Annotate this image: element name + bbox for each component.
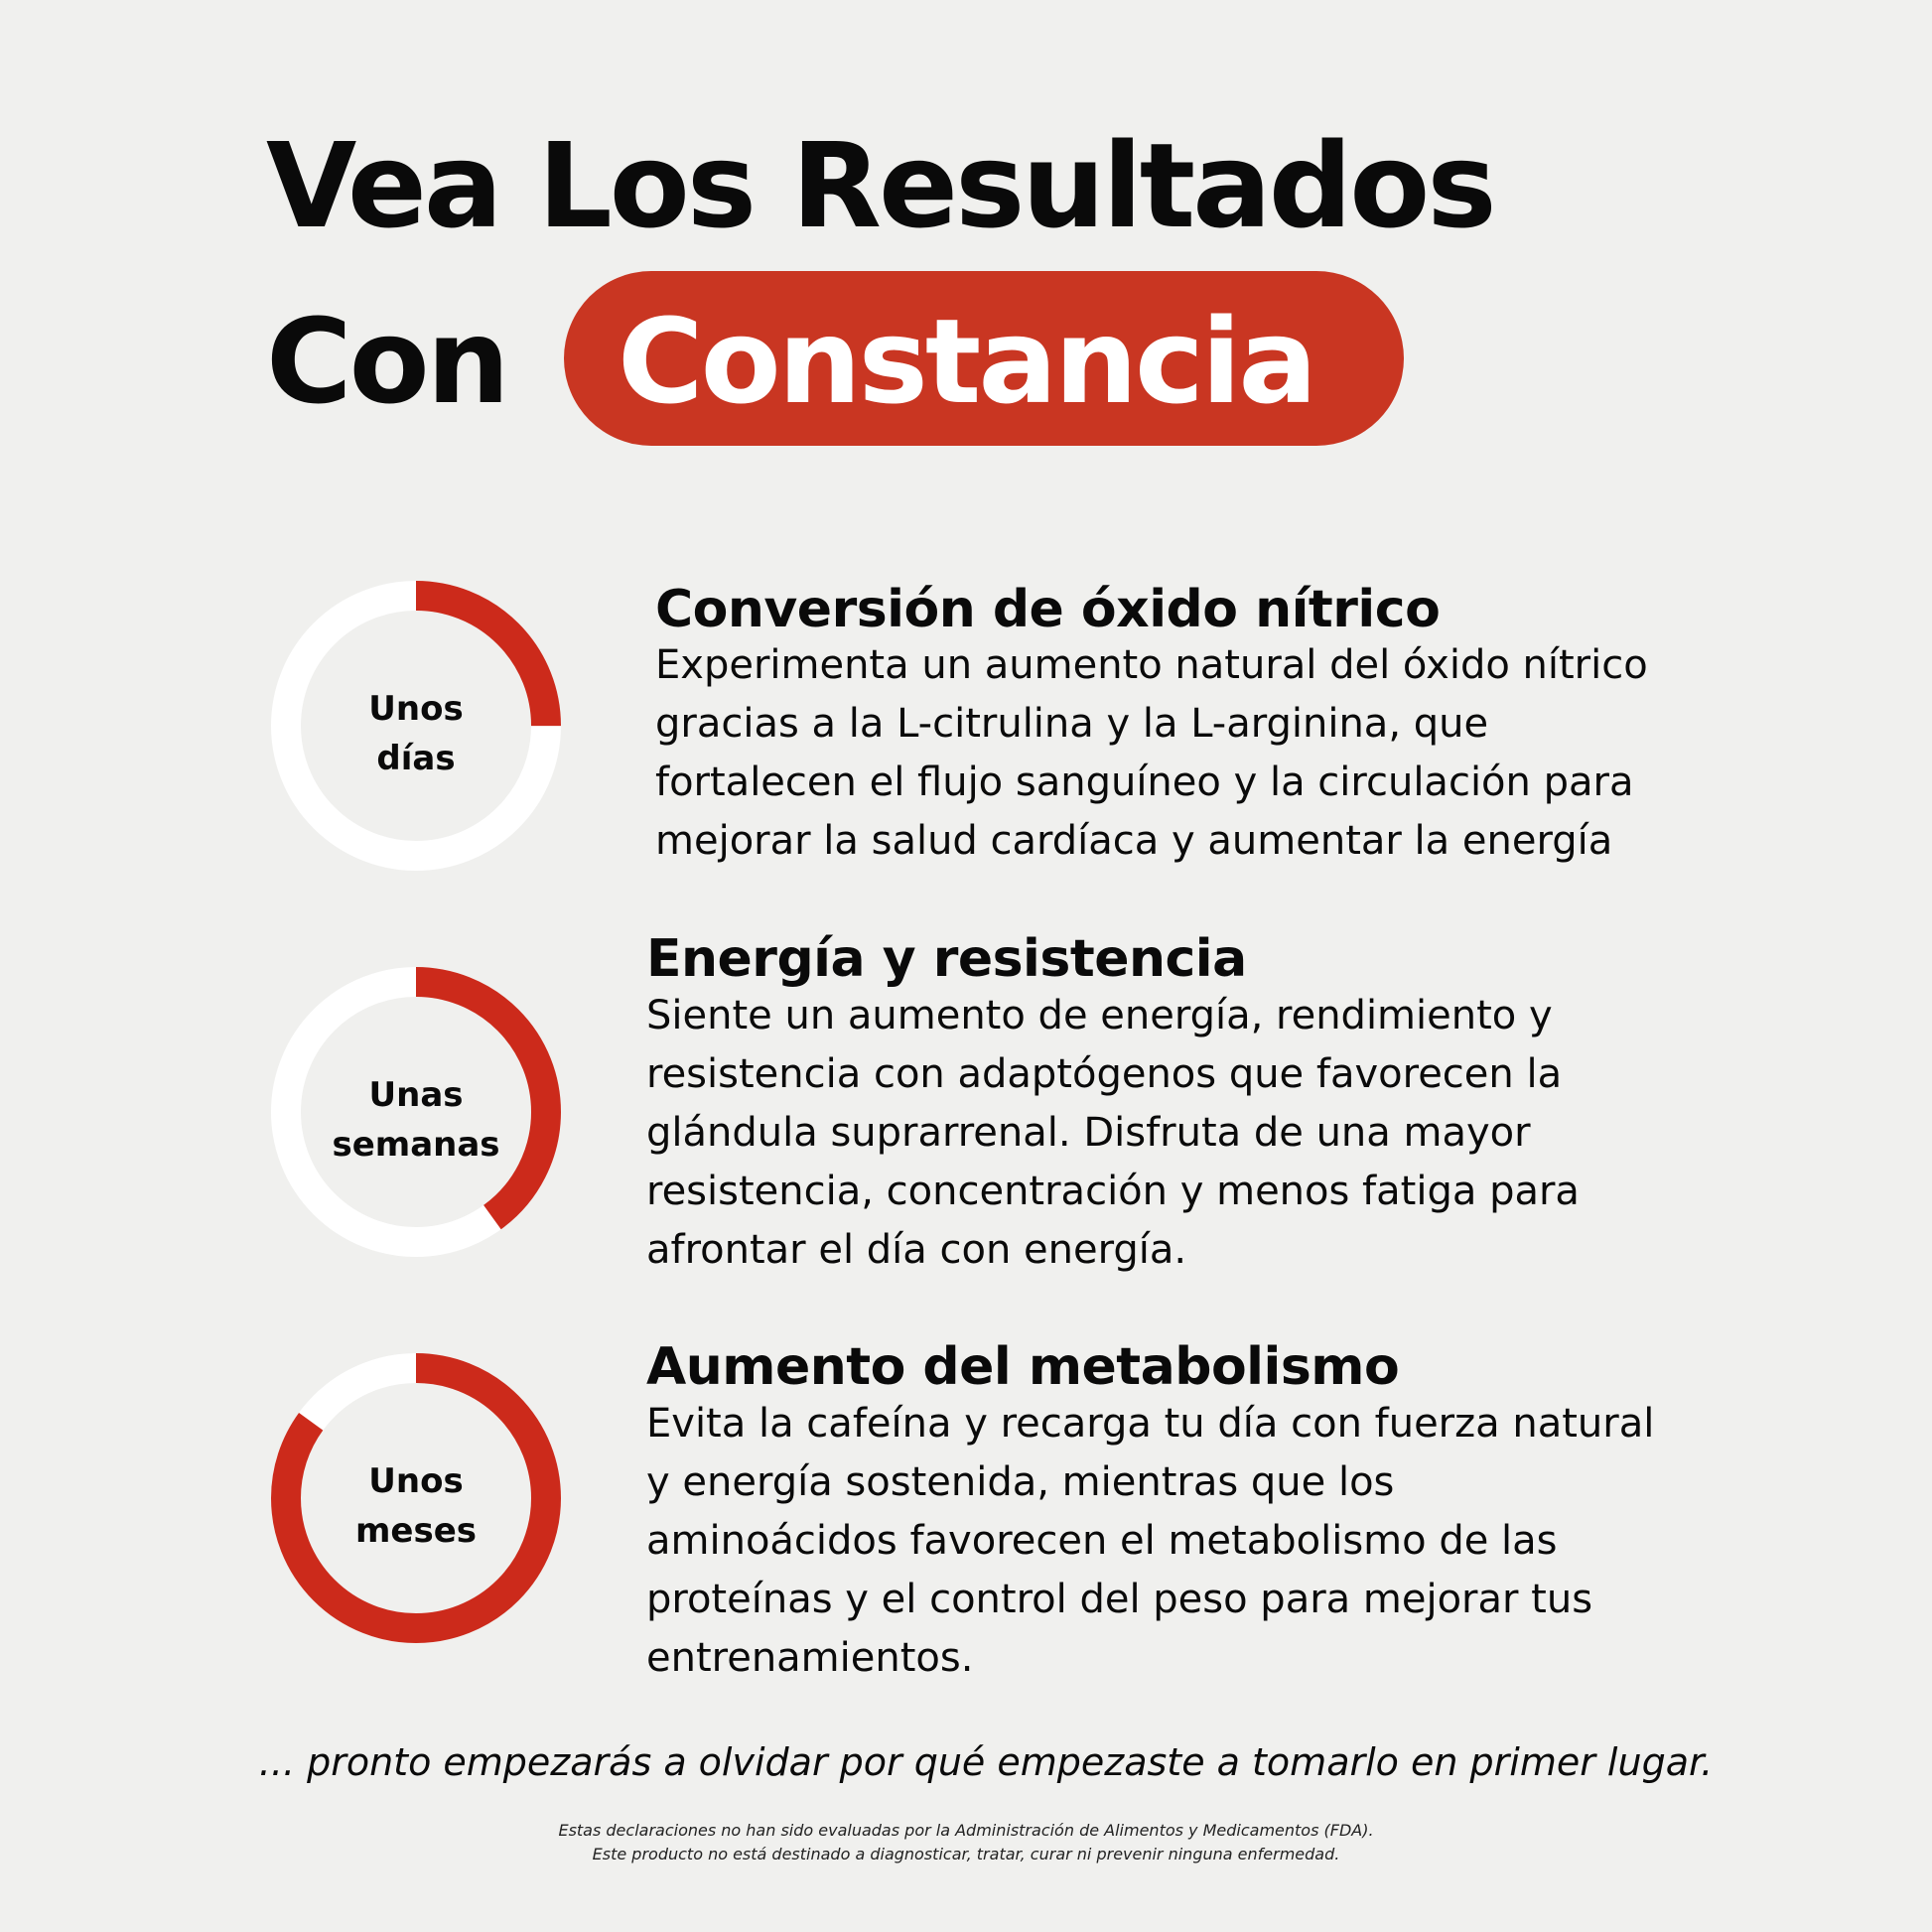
body-line: aminoácidos favorecen el metabolismo de las	[646, 1518, 1558, 1564]
body-line: Evita la cafeína y recarga tu día con fuerza natural	[646, 1401, 1655, 1447]
highlight-word: Constancia	[618, 293, 1314, 430]
body-line: proteínas y el control del peso para mejorar tus	[646, 1577, 1593, 1622]
item-title-energy: Energía y resistencia	[646, 929, 1247, 989]
body-line: afrontar el día con energía.	[646, 1227, 1187, 1273]
tagline: ... pronto empezarás a olvidar por qué empezaste a tomarlo en primer lugar.	[258, 1740, 1714, 1784]
ring-label-line-2: semanas	[332, 1125, 500, 1165]
ring-label-line-2: días	[376, 739, 456, 778]
progress-ring-days	[270, 580, 562, 872]
body-line: fortalecen el flujo sanguíneo y la circulación para	[655, 759, 1634, 805]
fda-disclaimer	[0, 1819, 1932, 1866]
body-line: mejorar la salud cardíaca y aumentar la energía	[655, 818, 1613, 864]
body-line: glándula suprarrenal. Disfruta de una mayor	[646, 1110, 1531, 1156]
ring-label-line-1: Unos	[368, 1461, 464, 1501]
ring-label-line-1: Unas	[368, 1075, 464, 1115]
body-line: Experimenta un aumento natural del óxido nítrico	[655, 642, 1648, 688]
item-title-nitric-oxide: Conversión de óxido nítrico	[655, 580, 1441, 639]
item-body-metabolism	[646, 1395, 1654, 1688]
body-line: resistencia con adaptógenos que favorecen la	[646, 1051, 1563, 1097]
ring-label	[270, 684, 562, 783]
ring-label	[270, 1456, 562, 1556]
body-line: Siente un aumento de energía, rendimiento y	[646, 993, 1553, 1038]
headline-line-2-prefix: Con	[266, 293, 507, 430]
body-line: y energía sostenida, mientras que los	[646, 1459, 1395, 1505]
body-line: resistencia, concentración y menos fatiga para	[646, 1169, 1580, 1214]
item-title-metabolism: Aumento del metabolismo	[646, 1337, 1400, 1397]
ring-label-line-1: Unos	[368, 689, 464, 729]
item-body-nitric-oxide	[655, 636, 1648, 871]
ring-label-line-2: meses	[354, 1511, 478, 1551]
disclaimer-line-2: Este producto no está destinado a diagnosticar, tratar, curar ni prevenir ninguna enfermedad.	[592, 1845, 1340, 1863]
body-line: gracias a la L-citrulina y la L-arginina, que	[655, 701, 1489, 747]
disclaimer-line-1: Estas declaraciones no han sido evaluadas por la Administración de Alimentos y Medicamentos (FDA).	[558, 1821, 1374, 1840]
headline-line-1: Vea Los Resultados	[266, 117, 1494, 254]
progress-ring-weeks	[270, 966, 562, 1258]
ring-label	[270, 1070, 562, 1170]
progress-ring-months	[270, 1352, 562, 1644]
body-line: entrenamientos.	[646, 1635, 974, 1681]
item-body-energy	[646, 987, 1580, 1280]
